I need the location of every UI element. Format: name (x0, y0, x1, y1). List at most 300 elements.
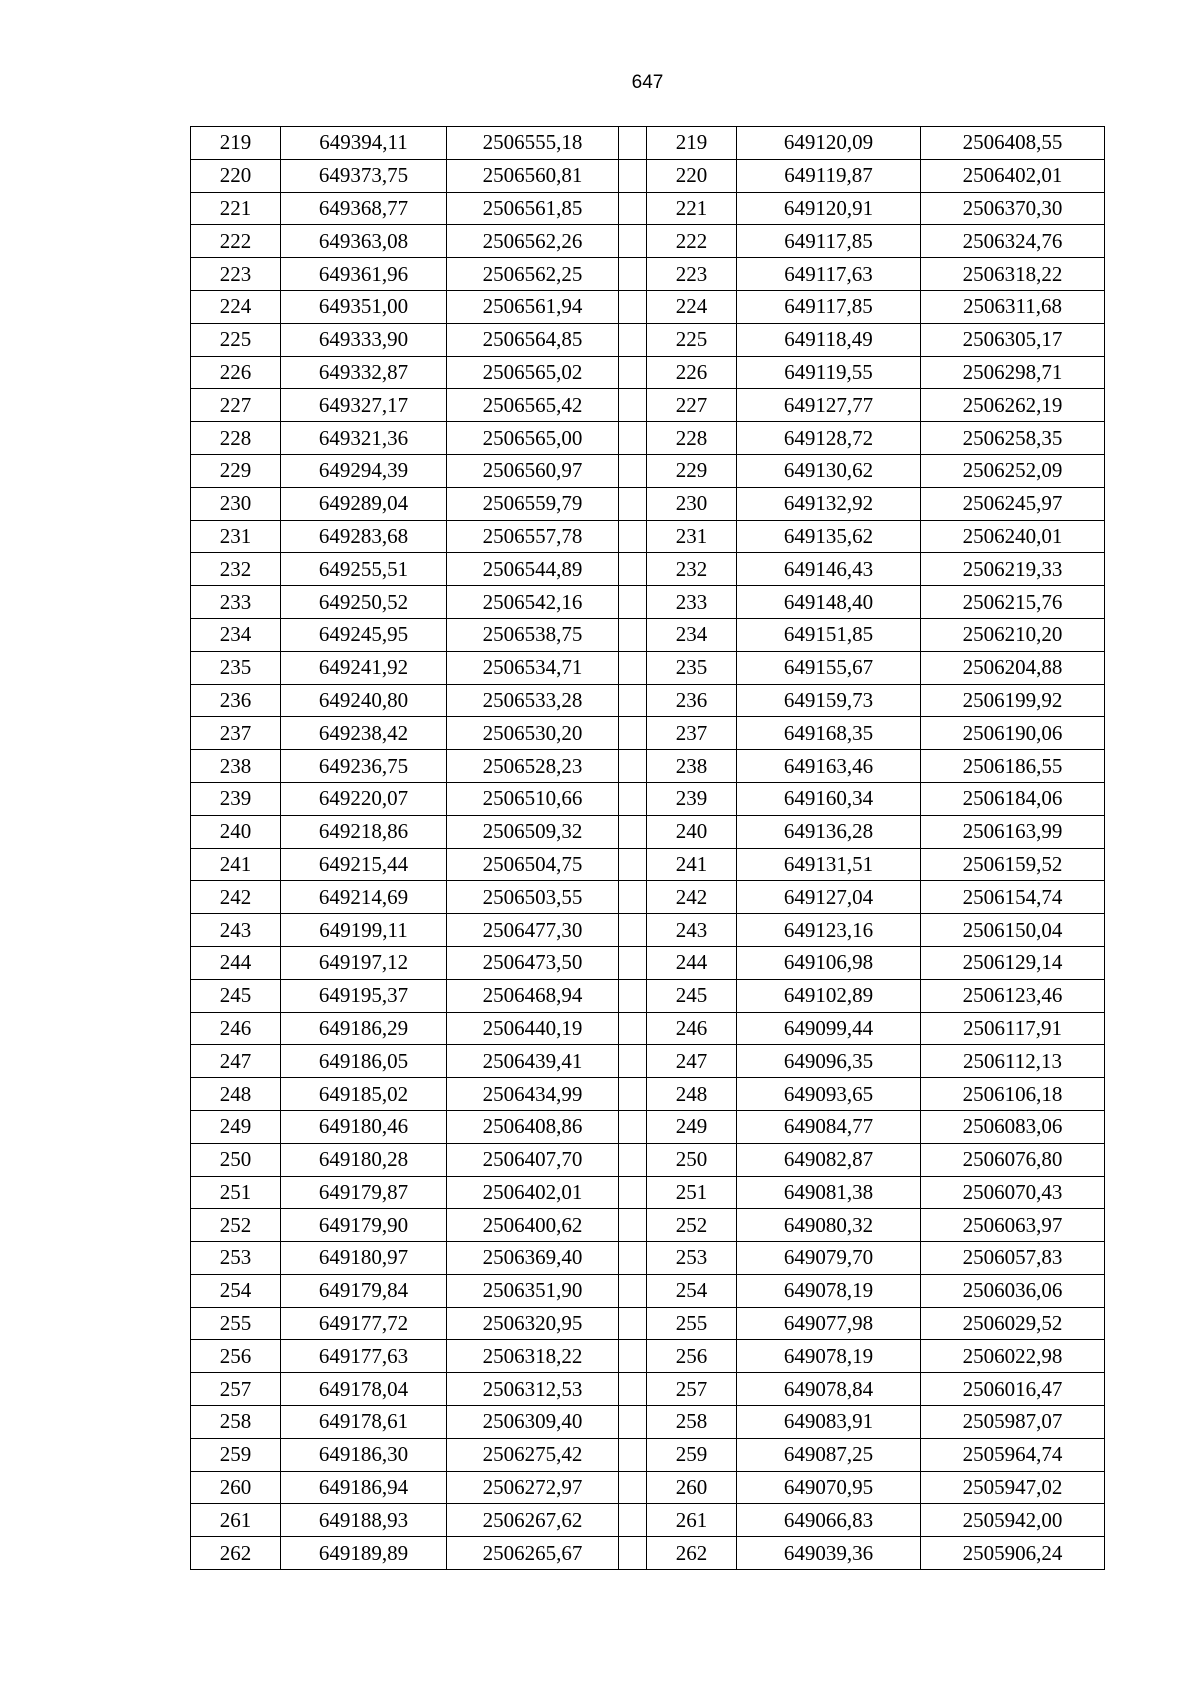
separator-cell (619, 1078, 647, 1111)
x-coordinate-left: 649373,75 (281, 159, 447, 192)
table-row (191, 1045, 1105, 1078)
y-coordinate-right: 2506029,52 (921, 1307, 1105, 1340)
table-row (191, 1176, 1105, 1209)
x-coordinate-left: 649180,97 (281, 1242, 447, 1275)
point-number-right: 220 (647, 159, 737, 192)
table-row (191, 1373, 1105, 1406)
table-row (191, 1274, 1105, 1307)
x-coordinate-right: 649083,91 (737, 1406, 921, 1439)
y-coordinate-right: 2505906,24 (921, 1537, 1105, 1570)
x-coordinate-left: 649327,17 (281, 389, 447, 422)
point-number-left: 233 (191, 586, 281, 619)
x-coordinate-right: 649155,67 (737, 651, 921, 684)
separator-cell (619, 1340, 647, 1373)
point-number-left: 243 (191, 914, 281, 947)
x-coordinate-left: 649199,11 (281, 914, 447, 947)
x-coordinate-right: 649087,25 (737, 1438, 921, 1471)
x-coordinate-left: 649333,90 (281, 323, 447, 356)
y-coordinate-right: 2506408,55 (921, 127, 1105, 160)
y-coordinate-left: 2506351,90 (447, 1274, 619, 1307)
x-coordinate-right: 649118,49 (737, 323, 921, 356)
y-coordinate-right: 2506210,20 (921, 618, 1105, 651)
y-coordinate-left: 2506564,85 (447, 323, 619, 356)
x-coordinate-right: 649120,09 (737, 127, 921, 160)
point-number-right: 227 (647, 389, 737, 422)
y-coordinate-right: 2506258,35 (921, 422, 1105, 455)
table-row (191, 290, 1105, 323)
point-number-left: 251 (191, 1176, 281, 1209)
point-number-right: 259 (647, 1438, 737, 1471)
separator-cell (619, 520, 647, 553)
coordinates-table-body (191, 127, 1105, 1570)
x-coordinate-left: 649255,51 (281, 553, 447, 586)
y-coordinate-left: 2506312,53 (447, 1373, 619, 1406)
x-coordinate-right: 649123,16 (737, 914, 921, 947)
separator-cell (619, 159, 647, 192)
y-coordinate-right: 2506117,91 (921, 1012, 1105, 1045)
y-coordinate-left: 2506528,23 (447, 750, 619, 783)
x-coordinate-left: 649214,69 (281, 881, 447, 914)
y-coordinate-left: 2506407,70 (447, 1143, 619, 1176)
separator-cell (619, 815, 647, 848)
point-number-left: 262 (191, 1537, 281, 1570)
point-number-right: 229 (647, 454, 737, 487)
y-coordinate-left: 2506318,22 (447, 1340, 619, 1373)
x-coordinate-right: 649099,44 (737, 1012, 921, 1045)
separator-cell (619, 586, 647, 619)
x-coordinate-right: 649078,19 (737, 1274, 921, 1307)
point-number-right: 248 (647, 1078, 737, 1111)
y-coordinate-left: 2506565,42 (447, 389, 619, 422)
point-number-right: 237 (647, 717, 737, 750)
table-row (191, 1078, 1105, 1111)
x-coordinate-left: 649189,89 (281, 1537, 447, 1570)
table-row (191, 487, 1105, 520)
y-coordinate-left: 2506408,86 (447, 1110, 619, 1143)
y-coordinate-right: 2505987,07 (921, 1406, 1105, 1439)
x-coordinate-left: 649178,61 (281, 1406, 447, 1439)
x-coordinate-left: 649215,44 (281, 848, 447, 881)
x-coordinate-left: 649294,39 (281, 454, 447, 487)
x-coordinate-left: 649179,90 (281, 1209, 447, 1242)
separator-cell (619, 914, 647, 947)
y-coordinate-left: 2506557,78 (447, 520, 619, 553)
x-coordinate-right: 649117,63 (737, 258, 921, 291)
table-row (191, 1307, 1105, 1340)
y-coordinate-left: 2506544,89 (447, 553, 619, 586)
separator-cell (619, 1438, 647, 1471)
point-number-left: 234 (191, 618, 281, 651)
x-coordinate-right: 649127,77 (737, 389, 921, 422)
point-number-left: 253 (191, 1242, 281, 1275)
x-coordinate-right: 649070,95 (737, 1471, 921, 1504)
table-row (191, 1242, 1105, 1275)
table-row (191, 815, 1105, 848)
y-coordinate-right: 2506252,09 (921, 454, 1105, 487)
point-number-right: 235 (647, 651, 737, 684)
y-coordinate-left: 2506473,50 (447, 946, 619, 979)
point-number-right: 251 (647, 1176, 737, 1209)
point-number-right: 238 (647, 750, 737, 783)
y-coordinate-left: 2506562,25 (447, 258, 619, 291)
separator-cell (619, 127, 647, 160)
x-coordinate-right: 649131,51 (737, 848, 921, 881)
point-number-left: 232 (191, 553, 281, 586)
x-coordinate-left: 649179,87 (281, 1176, 447, 1209)
point-number-left: 241 (191, 848, 281, 881)
x-coordinate-left: 649186,05 (281, 1045, 447, 1078)
point-number-right: 245 (647, 979, 737, 1012)
separator-cell (619, 782, 647, 815)
separator-cell (619, 684, 647, 717)
point-number-right: 223 (647, 258, 737, 291)
point-number-right: 232 (647, 553, 737, 586)
y-coordinate-right: 2506112,13 (921, 1045, 1105, 1078)
x-coordinate-right: 649079,70 (737, 1242, 921, 1275)
x-coordinate-left: 649186,29 (281, 1012, 447, 1045)
table-row (191, 127, 1105, 160)
table-row (191, 1537, 1105, 1570)
point-number-left: 220 (191, 159, 281, 192)
point-number-right: 255 (647, 1307, 737, 1340)
point-number-right: 254 (647, 1274, 737, 1307)
y-coordinate-right: 2506076,80 (921, 1143, 1105, 1176)
point-number-left: 223 (191, 258, 281, 291)
y-coordinate-right: 2506063,97 (921, 1209, 1105, 1242)
y-coordinate-left: 2506565,02 (447, 356, 619, 389)
separator-cell (619, 1110, 647, 1143)
point-number-right: 240 (647, 815, 737, 848)
x-coordinate-right: 649066,83 (737, 1504, 921, 1537)
separator-cell (619, 422, 647, 455)
table-row (191, 618, 1105, 651)
x-coordinate-left: 649186,30 (281, 1438, 447, 1471)
x-coordinate-left: 649241,92 (281, 651, 447, 684)
separator-cell (619, 389, 647, 422)
y-coordinate-right: 2506154,74 (921, 881, 1105, 914)
x-coordinate-left: 649368,77 (281, 192, 447, 225)
point-number-right: 249 (647, 1110, 737, 1143)
x-coordinate-left: 649250,52 (281, 586, 447, 619)
x-coordinate-left: 649179,84 (281, 1274, 447, 1307)
x-coordinate-right: 649081,38 (737, 1176, 921, 1209)
point-number-left: 222 (191, 225, 281, 258)
point-number-right: 262 (647, 1537, 737, 1570)
separator-cell (619, 487, 647, 520)
point-number-left: 227 (191, 389, 281, 422)
coordinates-table (190, 126, 1105, 1570)
table-row (191, 750, 1105, 783)
y-coordinate-right: 2506016,47 (921, 1373, 1105, 1406)
separator-cell (619, 979, 647, 1012)
separator-cell (619, 1307, 647, 1340)
y-coordinate-left: 2506510,66 (447, 782, 619, 815)
y-coordinate-right: 2506159,52 (921, 848, 1105, 881)
y-coordinate-right: 2505964,74 (921, 1438, 1105, 1471)
separator-cell (619, 1537, 647, 1570)
y-coordinate-right: 2506298,71 (921, 356, 1105, 389)
separator-cell (619, 290, 647, 323)
y-coordinate-left: 2506309,40 (447, 1406, 619, 1439)
point-number-left: 221 (191, 192, 281, 225)
x-coordinate-left: 649240,80 (281, 684, 447, 717)
y-coordinate-right: 2506150,04 (921, 914, 1105, 947)
x-coordinate-right: 649106,98 (737, 946, 921, 979)
y-coordinate-right: 2505947,02 (921, 1471, 1105, 1504)
y-coordinate-right: 2506370,30 (921, 192, 1105, 225)
table-row (191, 258, 1105, 291)
point-number-right: 239 (647, 782, 737, 815)
table-row (191, 1340, 1105, 1373)
table-row (191, 1110, 1105, 1143)
x-coordinate-right: 649078,19 (737, 1340, 921, 1373)
x-coordinate-right: 649160,34 (737, 782, 921, 815)
point-number-left: 238 (191, 750, 281, 783)
y-coordinate-right: 2506215,76 (921, 586, 1105, 619)
y-coordinate-left: 2506320,95 (447, 1307, 619, 1340)
x-coordinate-left: 649363,08 (281, 225, 447, 258)
y-coordinate-right: 2506199,92 (921, 684, 1105, 717)
y-coordinate-right: 2506184,06 (921, 782, 1105, 815)
point-number-left: 236 (191, 684, 281, 717)
table-row (191, 586, 1105, 619)
y-coordinate-right: 2506129,14 (921, 946, 1105, 979)
table-row (191, 881, 1105, 914)
y-coordinate-left: 2506503,55 (447, 881, 619, 914)
x-coordinate-right: 649039,36 (737, 1537, 921, 1570)
y-coordinate-left: 2506533,28 (447, 684, 619, 717)
separator-cell (619, 651, 647, 684)
separator-cell (619, 323, 647, 356)
point-number-right: 242 (647, 881, 737, 914)
table-row (191, 192, 1105, 225)
y-coordinate-left: 2506400,62 (447, 1209, 619, 1242)
y-coordinate-right: 2506318,22 (921, 258, 1105, 291)
x-coordinate-left: 649186,94 (281, 1471, 447, 1504)
x-coordinate-left: 649220,07 (281, 782, 447, 815)
x-coordinate-left: 649188,93 (281, 1504, 447, 1537)
point-number-left: 258 (191, 1406, 281, 1439)
separator-cell (619, 192, 647, 225)
separator-cell (619, 258, 647, 291)
point-number-right: 234 (647, 618, 737, 651)
x-coordinate-right: 649128,72 (737, 422, 921, 455)
table-row (191, 1209, 1105, 1242)
point-number-left: 260 (191, 1471, 281, 1504)
point-number-right: 226 (647, 356, 737, 389)
point-number-right: 252 (647, 1209, 737, 1242)
point-number-right: 244 (647, 946, 737, 979)
separator-cell (619, 946, 647, 979)
x-coordinate-left: 649245,95 (281, 618, 447, 651)
point-number-right: 256 (647, 1340, 737, 1373)
separator-cell (619, 1176, 647, 1209)
y-coordinate-right: 2506204,88 (921, 651, 1105, 684)
x-coordinate-right: 649096,35 (737, 1045, 921, 1078)
x-coordinate-left: 649321,36 (281, 422, 447, 455)
separator-cell (619, 717, 647, 750)
point-number-right: 260 (647, 1471, 737, 1504)
table-row (191, 323, 1105, 356)
point-number-left: 219 (191, 127, 281, 160)
x-coordinate-left: 649351,00 (281, 290, 447, 323)
y-coordinate-right: 2506219,33 (921, 553, 1105, 586)
table-row (191, 520, 1105, 553)
x-coordinate-right: 649082,87 (737, 1143, 921, 1176)
y-coordinate-left: 2506565,00 (447, 422, 619, 455)
point-number-right: 241 (647, 848, 737, 881)
y-coordinate-left: 2506265,67 (447, 1537, 619, 1570)
point-number-left: 230 (191, 487, 281, 520)
point-number-left: 224 (191, 290, 281, 323)
y-coordinate-right: 2506123,46 (921, 979, 1105, 1012)
table-row (191, 159, 1105, 192)
page-number: 647 (631, 72, 664, 93)
table-row (191, 356, 1105, 389)
y-coordinate-right: 2506036,06 (921, 1274, 1105, 1307)
y-coordinate-left: 2506267,62 (447, 1504, 619, 1537)
y-coordinate-right: 2506070,43 (921, 1176, 1105, 1209)
point-number-left: 256 (191, 1340, 281, 1373)
separator-cell (619, 1471, 647, 1504)
x-coordinate-right: 649168,35 (737, 717, 921, 750)
y-coordinate-left: 2506504,75 (447, 848, 619, 881)
x-coordinate-right: 649132,92 (737, 487, 921, 520)
y-coordinate-left: 2506559,79 (447, 487, 619, 520)
y-coordinate-right: 2506324,76 (921, 225, 1105, 258)
point-number-left: 231 (191, 520, 281, 553)
y-coordinate-left: 2506434,99 (447, 1078, 619, 1111)
y-coordinate-left: 2506555,18 (447, 127, 619, 160)
x-coordinate-right: 649148,40 (737, 586, 921, 619)
point-number-right: 253 (647, 1242, 737, 1275)
separator-cell (619, 1242, 647, 1275)
x-coordinate-left: 649177,72 (281, 1307, 447, 1340)
x-coordinate-right: 649084,77 (737, 1110, 921, 1143)
point-number-right: 246 (647, 1012, 737, 1045)
point-number-right: 250 (647, 1143, 737, 1176)
x-coordinate-left: 649180,46 (281, 1110, 447, 1143)
table-row (191, 389, 1105, 422)
point-number-right: 230 (647, 487, 737, 520)
table-row (191, 979, 1105, 1012)
separator-cell (619, 618, 647, 651)
point-number-left: 242 (191, 881, 281, 914)
x-coordinate-right: 649102,89 (737, 979, 921, 1012)
x-coordinate-right: 649077,98 (737, 1307, 921, 1340)
y-coordinate-right: 2506057,83 (921, 1242, 1105, 1275)
x-coordinate-right: 649127,04 (737, 881, 921, 914)
separator-cell (619, 1012, 647, 1045)
y-coordinate-right: 2506163,99 (921, 815, 1105, 848)
table-row (191, 1438, 1105, 1471)
x-coordinate-left: 649178,04 (281, 1373, 447, 1406)
separator-cell (619, 1209, 647, 1242)
y-coordinate-left: 2506561,94 (447, 290, 619, 323)
x-coordinate-right: 649159,73 (737, 684, 921, 717)
x-coordinate-left: 649180,28 (281, 1143, 447, 1176)
table-row (191, 1504, 1105, 1537)
table-row (191, 651, 1105, 684)
y-coordinate-right: 2506186,55 (921, 750, 1105, 783)
x-coordinate-right: 649135,62 (737, 520, 921, 553)
table-row (191, 553, 1105, 586)
y-coordinate-right: 2506305,17 (921, 323, 1105, 356)
point-number-left: 254 (191, 1274, 281, 1307)
x-coordinate-right: 649136,28 (737, 815, 921, 848)
point-number-right: 258 (647, 1406, 737, 1439)
point-number-left: 240 (191, 815, 281, 848)
y-coordinate-left: 2506509,32 (447, 815, 619, 848)
x-coordinate-right: 649093,65 (737, 1078, 921, 1111)
x-coordinate-right: 649163,46 (737, 750, 921, 783)
y-coordinate-left: 2506440,19 (447, 1012, 619, 1045)
point-number-left: 239 (191, 782, 281, 815)
x-coordinate-right: 649120,91 (737, 192, 921, 225)
y-coordinate-left: 2506561,85 (447, 192, 619, 225)
separator-cell (619, 881, 647, 914)
table-row (191, 946, 1105, 979)
y-coordinate-left: 2506534,71 (447, 651, 619, 684)
table-row (191, 1406, 1105, 1439)
x-coordinate-right: 649117,85 (737, 225, 921, 258)
point-number-right: 224 (647, 290, 737, 323)
separator-cell (619, 356, 647, 389)
table-row (191, 684, 1105, 717)
table-row (191, 782, 1105, 815)
separator-cell (619, 225, 647, 258)
table-row (191, 914, 1105, 947)
x-coordinate-left: 649394,11 (281, 127, 447, 160)
x-coordinate-right: 649078,84 (737, 1373, 921, 1406)
point-number-right: 243 (647, 914, 737, 947)
y-coordinate-left: 2506562,26 (447, 225, 619, 258)
y-coordinate-right: 2506106,18 (921, 1078, 1105, 1111)
x-coordinate-left: 649177,63 (281, 1340, 447, 1373)
x-coordinate-right: 649117,85 (737, 290, 921, 323)
point-number-left: 257 (191, 1373, 281, 1406)
x-coordinate-right: 649130,62 (737, 454, 921, 487)
y-coordinate-left: 2506272,97 (447, 1471, 619, 1504)
point-number-right: 225 (647, 323, 737, 356)
point-number-right: 261 (647, 1504, 737, 1537)
y-coordinate-left: 2506477,30 (447, 914, 619, 947)
y-coordinate-left: 2506468,94 (447, 979, 619, 1012)
y-coordinate-right: 2506245,97 (921, 487, 1105, 520)
point-number-right: 247 (647, 1045, 737, 1078)
y-coordinate-right: 2506240,01 (921, 520, 1105, 553)
point-number-right: 228 (647, 422, 737, 455)
point-number-right: 236 (647, 684, 737, 717)
y-coordinate-left: 2506560,97 (447, 454, 619, 487)
x-coordinate-right: 649080,32 (737, 1209, 921, 1242)
x-coordinate-right: 649151,85 (737, 618, 921, 651)
point-number-left: 229 (191, 454, 281, 487)
separator-cell (619, 1504, 647, 1537)
separator-cell (619, 848, 647, 881)
x-coordinate-left: 649195,37 (281, 979, 447, 1012)
point-number-left: 246 (191, 1012, 281, 1045)
table-row (191, 454, 1105, 487)
point-number-left: 228 (191, 422, 281, 455)
table-row (191, 848, 1105, 881)
point-number-left: 245 (191, 979, 281, 1012)
point-number-left: 237 (191, 717, 281, 750)
x-coordinate-left: 649238,42 (281, 717, 447, 750)
y-coordinate-right: 2506402,01 (921, 159, 1105, 192)
separator-cell (619, 454, 647, 487)
x-coordinate-left: 649332,87 (281, 356, 447, 389)
